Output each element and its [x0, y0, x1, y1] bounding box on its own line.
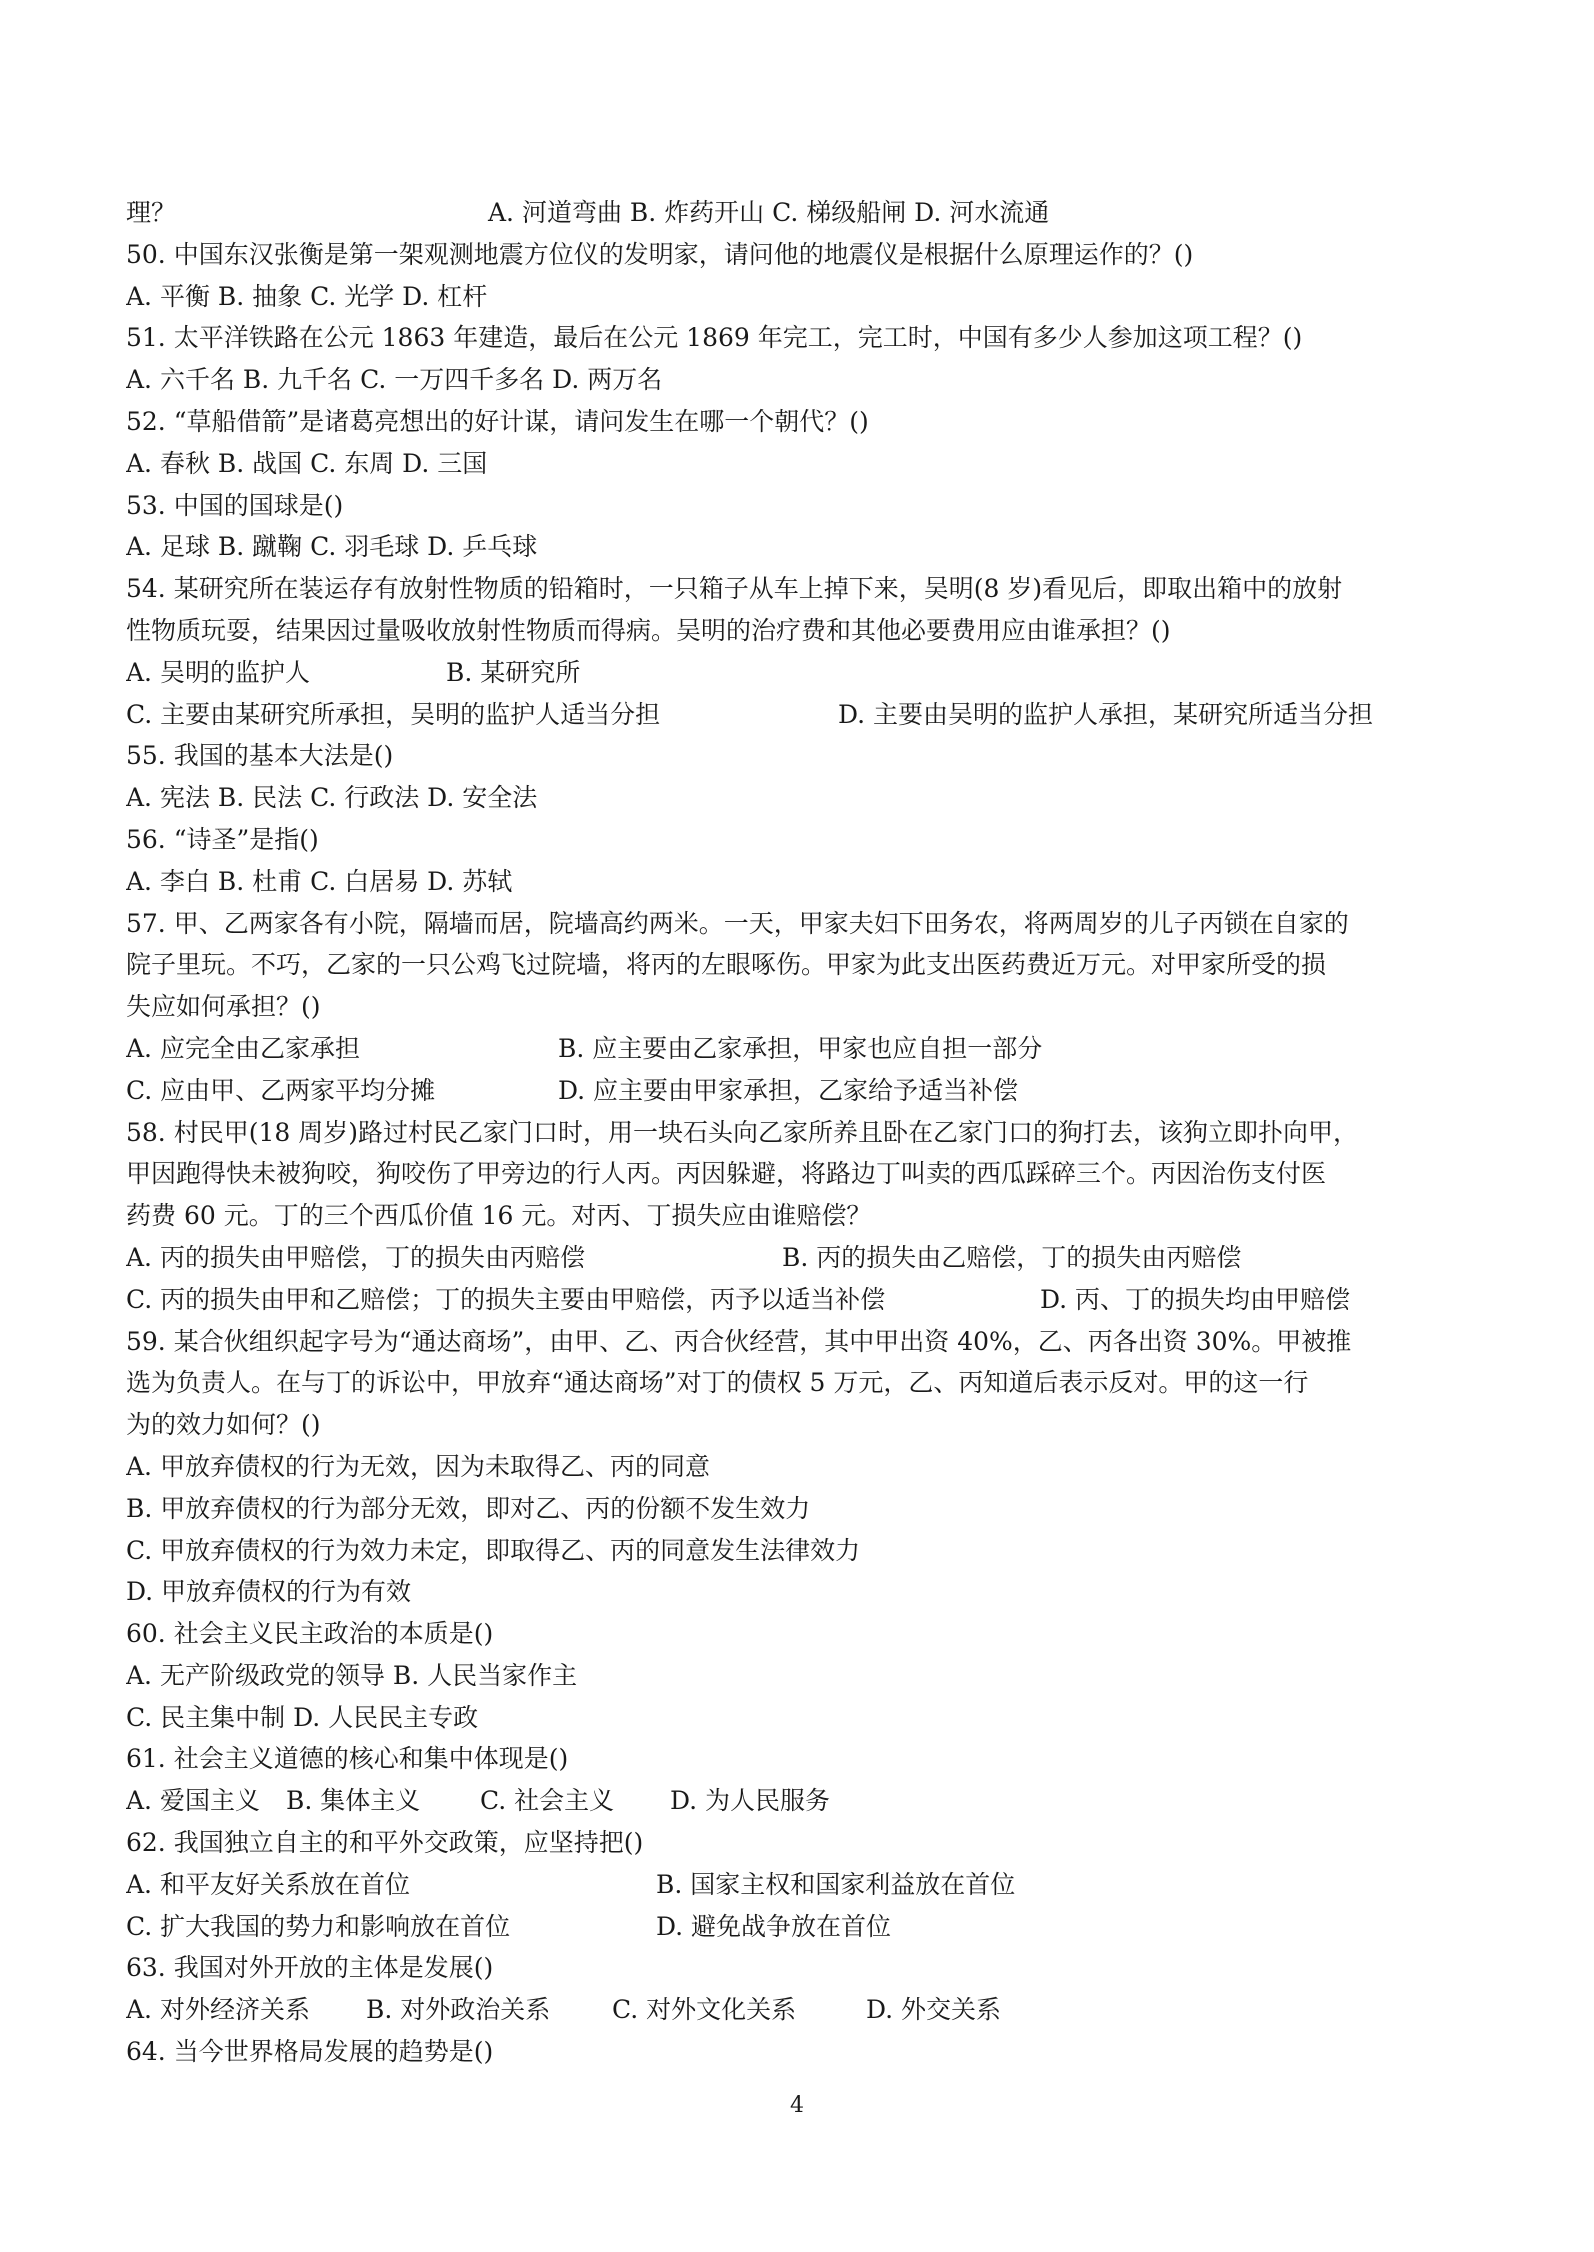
line-text: 57. 甲、乙两家各有小院，隔墙而居，院墙高约两米。一天，甲家夫妇下田务农，将两周岁的儿子丙锁在自家的 — [126, 908, 1349, 938]
text-line — [126, 1404, 1476, 1446]
line-text: 性物质玩耍，结果因过量吸收放射性物质而得病。吴明的治疗费和其他必要费用应由谁承担？() — [126, 615, 1171, 645]
line-text: C. 甲放弃债权的行为效力未定，即取得乙、丙的同意发生法律效力 — [126, 1535, 861, 1565]
line-segment: A. 对外经济关系 — [126, 1995, 310, 2025]
text-line — [126, 1112, 1476, 1154]
line-segment: B. 某研究所 — [446, 657, 581, 687]
line-segment: A. 吴明的监护人 — [126, 657, 310, 687]
text-line — [126, 694, 1476, 736]
line-text: 59. 某合伙组织起字号为“通达商场”，由甲、乙、丙合伙经营，其中甲出资 40%，乙、丙各出资 30%。甲被推 — [126, 1326, 1352, 1356]
text-line — [126, 1822, 1476, 1864]
text-line — [126, 1780, 1476, 1822]
line-text: 51. 太平洋铁路在公元 1863 年建造，最后在公元 1869 年完工，完工时，中国有多少人参加这项工程？() — [126, 323, 1303, 353]
line-segment: D. 外交关系 — [866, 1995, 1002, 2025]
text-line — [126, 819, 1476, 861]
line-segment: C. 主要由某研究所承担，吴明的监护人适当分担 — [126, 699, 661, 729]
line-text: 失应如何承担？() — [126, 992, 321, 1022]
line-text: A. 甲放弃债权的行为无效，因为未取得乙、丙的同意 — [126, 1451, 710, 1481]
line-segment: B. 丙的损失由乙赔偿，丁的损失由丙赔偿 — [782, 1242, 1242, 1272]
text-line — [126, 1530, 1476, 1572]
text-line — [126, 1195, 1476, 1237]
line-text: A. 宪法 B. 民法 C. 行政法 D. 安全法 — [126, 783, 538, 813]
line-text: B. 甲放弃债权的行为部分无效，即对乙、丙的份额不发生效力 — [126, 1493, 811, 1523]
line-segment: C. 应由甲、乙两家平均分摊 — [126, 1075, 436, 1105]
text-line — [126, 1655, 1476, 1697]
text-line — [126, 317, 1476, 359]
text-line — [126, 610, 1476, 652]
line-text: A. 足球 B. 蹴鞠 C. 羽毛球 D. 乒乓球 — [126, 532, 538, 562]
text-line — [126, 1279, 1476, 1321]
text-line — [126, 1989, 1476, 2031]
line-text: 52. “草船借箭”是诸葛亮想出的好计谋，请问发生在哪一个朝代？() — [126, 406, 869, 436]
line-text: 58. 村民甲(18 周岁)路过村民乙家门口时，用一块石头向乙家所养且卧在乙家门口的狗打去，该狗立即扑向甲， — [126, 1117, 1358, 1147]
text-line — [126, 401, 1476, 443]
text-line — [126, 1446, 1476, 1488]
line-text: 62. 我国独立自主的和平外交政策，应坚持把() — [126, 1828, 644, 1858]
line-segment: D. 主要由吴明的监护人承担，某研究所适当分担 — [838, 699, 1374, 729]
text-line — [126, 1028, 1476, 1070]
line-text: 63. 我国对外开放的主体是发展() — [126, 1953, 494, 1983]
line-text: 54. 某研究所在装运存有放射性物质的铅箱时，一只箱子从车上掉下来，吴明(8 岁)看见后，即取出箱中的放射 — [126, 574, 1343, 604]
line-text: 选为负责人。在与丁的诉讼中，甲放弃“通达商场”对丁的债权 5 万元，乙、丙知道后表示反对。甲的这一行 — [126, 1368, 1309, 1398]
line-segment: C. 社会主义 — [480, 1786, 615, 1816]
text-line — [126, 359, 1476, 401]
line-text: 53. 中国的国球是() — [126, 490, 344, 520]
text-line — [126, 2031, 1476, 2073]
line-text: 60. 社会主义民主政治的本质是() — [126, 1619, 494, 1649]
text-line — [126, 777, 1476, 819]
text-line — [126, 1237, 1476, 1279]
line-segment: D. 避免战争放在首位 — [656, 1911, 892, 1941]
text-line — [126, 234, 1476, 276]
line-segment: D. 为人民服务 — [670, 1786, 831, 1816]
line-text: A. 无产阶级政党的领导 B. 人民当家作主 — [126, 1660, 578, 1690]
line-text: 61. 社会主义道德的核心和集中体现是() — [126, 1744, 569, 1774]
line-segment: C. 扩大我国的势力和影响放在首位 — [126, 1911, 511, 1941]
text-line — [126, 1488, 1476, 1530]
line-segment: B. 对外政治关系 — [366, 1995, 551, 2025]
text-line — [126, 192, 1476, 234]
text-line — [126, 861, 1476, 903]
line-segment: B. 集体主义 — [286, 1786, 421, 1816]
page-content — [126, 192, 1476, 2073]
text-line — [126, 1070, 1476, 1112]
line-text: 为的效力如何？() — [126, 1410, 321, 1440]
text-line — [126, 1362, 1476, 1404]
text-line — [126, 1738, 1476, 1780]
line-text: 药费 60 元。丁的三个西瓜价值 16 元。对丙、丁损失应由谁赔偿？ — [126, 1201, 872, 1231]
line-segment: C. 丙的损失由甲和乙赔偿；丁的损失主要由甲赔偿，丙予以适当补偿 — [126, 1284, 886, 1314]
text-line — [126, 526, 1476, 568]
line-segment: A. 河道弯曲 B. 炸药开山 C. 梯级船闸 D. 河水流通 — [488, 198, 1050, 227]
text-line — [126, 276, 1476, 318]
line-segment: D. 丙、丁的损失均由甲赔偿 — [1040, 1284, 1351, 1314]
line-segment: C. 对外文化关系 — [612, 1995, 797, 2025]
text-line — [126, 1571, 1476, 1613]
line-text: 50. 中国东汉张衡是第一架观测地震方位仪的发明家，请问他的地震仪是根据什么原理运作的？() — [126, 239, 1194, 269]
line-text: D. 甲放弃债权的行为有效 — [126, 1577, 412, 1607]
text-line — [126, 986, 1476, 1028]
text-line — [126, 1906, 1476, 1948]
line-segment: B. 应主要由乙家承担，甲家也应自担一部分 — [558, 1033, 1043, 1063]
text-line — [126, 652, 1476, 694]
text-line — [126, 443, 1476, 485]
line-text: 64. 当今世界格局发展的趋势是() — [126, 2037, 494, 2067]
line-text: 甲因跑得快未被狗咬，狗咬伤了甲旁边的行人丙。丙因躲避，将路边丁叫卖的西瓜踩碎三个。丙因治伤支付医 — [126, 1159, 1327, 1189]
line-text: A. 春秋 B. 战国 C. 东周 D. 三国 — [126, 448, 488, 478]
line-text: C. 民主集中制 D. 人民民主专政 — [126, 1702, 479, 1732]
line-segment: A. 和平友好关系放在首位 — [126, 1869, 410, 1899]
text-line — [126, 1613, 1476, 1655]
line-segment: A. 爱国主义 — [126, 1786, 260, 1816]
text-line — [126, 1153, 1476, 1195]
text-line — [126, 1864, 1476, 1906]
line-text: 55. 我国的基本大法是() — [126, 741, 394, 771]
line-segment: A. 丙的损失由甲赔偿，丁的损失由丙赔偿 — [126, 1242, 585, 1272]
line-segment: B. 国家主权和国家利益放在首位 — [656, 1869, 1016, 1899]
line-text: A. 六千名 B. 九千名 C. 一万四千多名 D. 两万名 — [126, 365, 663, 395]
line-segment: A. 应完全由乙家承担 — [126, 1033, 360, 1063]
page-number: 4 — [790, 2093, 804, 2118]
text-line — [126, 735, 1476, 777]
line-segment: D. 应主要由甲家承担，乙家给予适当补偿 — [558, 1075, 1019, 1105]
text-line — [126, 568, 1476, 610]
text-line — [126, 485, 1476, 527]
text-line — [126, 1947, 1476, 1989]
line-text: 56. “诗圣”是指() — [126, 824, 319, 854]
text-line — [126, 944, 1476, 986]
line-segment: 理？ — [126, 198, 177, 227]
text-line — [126, 903, 1476, 945]
line-text: A. 李白 B. 杜甫 C. 白居易 D. 苏轼 — [126, 866, 513, 896]
text-line — [126, 1321, 1476, 1363]
text-line — [126, 1697, 1476, 1739]
line-text: A. 平衡 B. 抽象 C. 光学 D. 杠杆 — [126, 281, 488, 311]
line-text: 院子里玩。不巧，乙家的一只公鸡飞过院墙，将丙的左眼啄伤。甲家为此支出医药费近万元。对甲家所受的损 — [126, 950, 1327, 980]
